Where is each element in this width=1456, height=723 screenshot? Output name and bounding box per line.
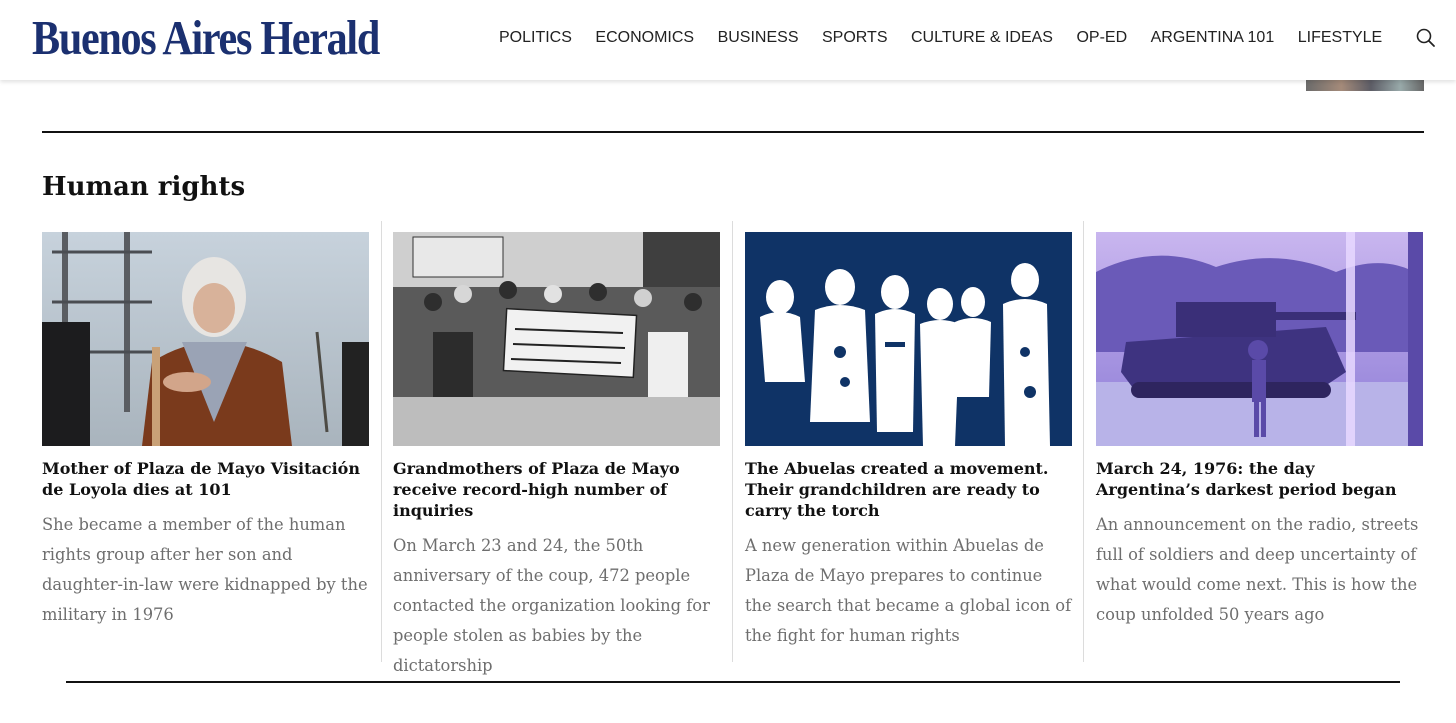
article-summary: On March 23 and 24, the 50th anniversary of the coup, 472 people contacted the organization looking for people stolen as babies by the dictatorship (393, 536, 710, 675)
main-nav (499, 28, 1406, 48)
article-summary: She became a member of the human rights group after her son and daughter-in-law were kidnapped by the military in 1976 (42, 515, 368, 624)
section-title[interactable]: Human rights (42, 172, 246, 202)
article-image-visitacion-de-loyola[interactable] (42, 232, 369, 446)
article-title[interactable]: Mother of Plaza de Mayo Visitación de Loyola dies at 101 (42, 459, 360, 499)
article-image-abuelas-illustration[interactable] (745, 232, 1072, 446)
article-title[interactable]: Grandmothers of Plaza de Mayo receive record-high number of inquiries (393, 459, 680, 520)
card-divider (1083, 221, 1084, 662)
section-divider-top (42, 131, 1424, 133)
nav-item-op-ed[interactable]: OP-ED (1076, 29, 1128, 46)
site-header (0, 0, 1456, 80)
nav-item-culture-ideas[interactable]: CULTURE & IDEAS (911, 29, 1053, 46)
nav-item-business[interactable]: BUSINESS (717, 29, 799, 46)
article-card[interactable] (42, 232, 369, 630)
article-image-grandmothers-march[interactable] (393, 232, 720, 446)
article-card[interactable] (745, 232, 1072, 651)
article-title[interactable]: March 24, 1976: the day Argentina’s darkest period began (1096, 459, 1397, 499)
article-card[interactable] (1096, 232, 1423, 630)
nav-item-sports[interactable]: SPORTS (822, 29, 888, 46)
previous-article-image-peek[interactable] (1306, 80, 1424, 91)
article-image-tank-1976[interactable] (1096, 232, 1423, 446)
card-divider (732, 221, 733, 662)
article-card[interactable] (393, 232, 720, 681)
search-icon[interactable] (1414, 26, 1438, 50)
nav-item-lifestyle[interactable]: LIFESTYLE (1297, 29, 1383, 46)
nav-item-argentina-101[interactable]: ARGENTINA 101 (1150, 29, 1275, 46)
article-summary: A new generation within Abuelas de Plaza de Mayo prepares to continue the search that became a global icon of the fight for human rights (745, 536, 1072, 645)
article-summary: An announcement on the radio, streets full of soldiers and deep uncertainty of what would come next. This is how the coup unfolded 50 years ago (1096, 515, 1419, 624)
section-divider-bottom (66, 681, 1400, 683)
site-logo[interactable]: Buenos Aires Herald (32, 10, 379, 65)
article-title[interactable]: The Abuelas created a movement. Their grandchildren are ready to carry the torch (745, 459, 1049, 520)
nav-item-economics[interactable]: ECONOMICS (595, 29, 695, 46)
nav-item-politics[interactable]: POLITICS (499, 29, 572, 46)
card-divider (381, 221, 382, 662)
